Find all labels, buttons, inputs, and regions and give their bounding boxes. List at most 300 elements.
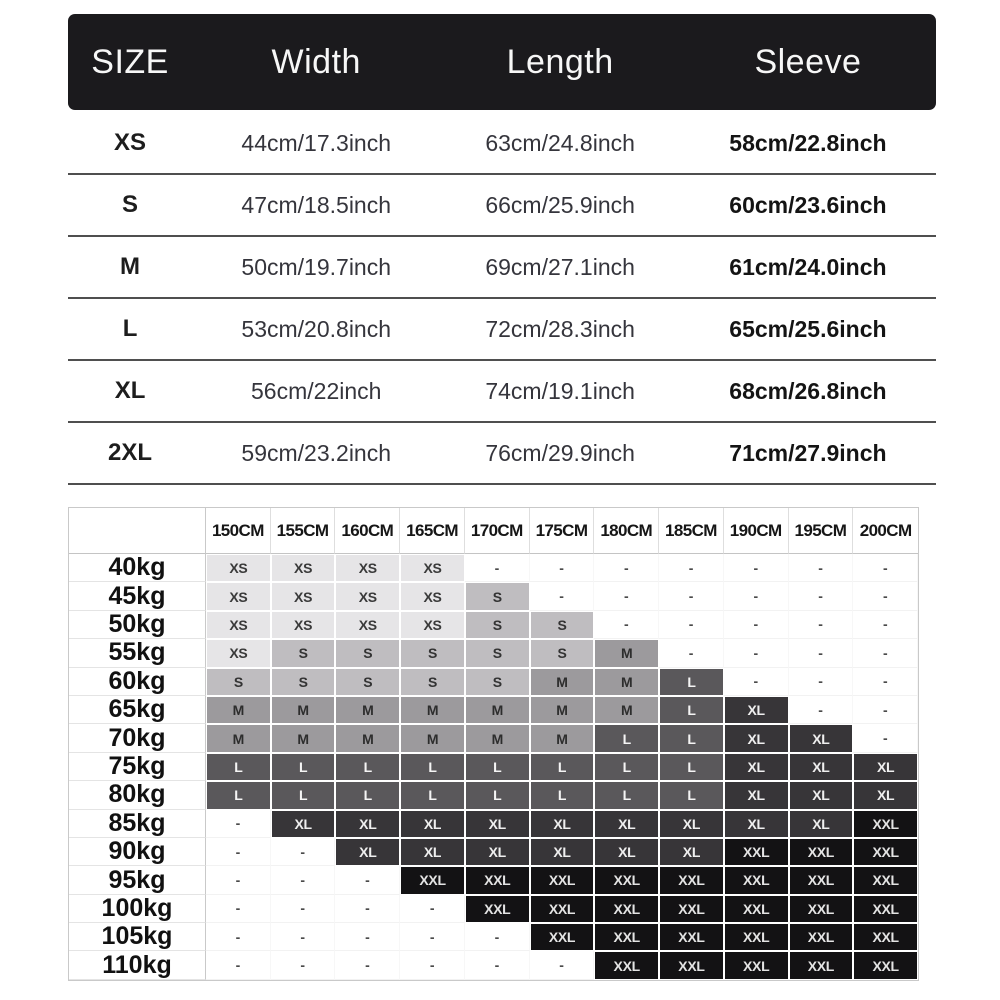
matrix-cell bbox=[530, 724, 595, 752]
matrix-cell bbox=[659, 639, 724, 667]
matrix-cell bbox=[206, 753, 271, 781]
matrix-cell bbox=[853, 753, 918, 781]
recommended-size: XL bbox=[790, 811, 853, 837]
recommended-size: XL bbox=[531, 811, 594, 837]
recommended-size: XXL bbox=[725, 839, 788, 865]
matrix-cell bbox=[271, 554, 336, 582]
matrix-cell bbox=[594, 951, 659, 979]
recommended-size: M bbox=[401, 697, 464, 723]
matrix-cell bbox=[465, 810, 530, 838]
recommended-size: XXL bbox=[790, 839, 853, 865]
recommended-size: XXL bbox=[595, 867, 658, 893]
recommended-size: XL bbox=[790, 725, 853, 751]
no-size-marker: - bbox=[235, 957, 241, 974]
recommended-size: S bbox=[272, 640, 335, 666]
size-row-l bbox=[68, 299, 936, 361]
matrix-cell bbox=[724, 696, 789, 724]
matrix-cell bbox=[206, 639, 271, 667]
matrix-cell bbox=[206, 810, 271, 838]
measurement-table-body bbox=[68, 110, 936, 485]
height-header: 190CM bbox=[724, 508, 789, 554]
recommended-size: XL bbox=[854, 782, 917, 808]
matrix-cell bbox=[530, 781, 595, 809]
matrix-cell bbox=[206, 781, 271, 809]
matrix-cell bbox=[659, 866, 724, 894]
matrix-cell bbox=[789, 696, 854, 724]
recommended-size: M bbox=[336, 725, 399, 751]
recommended-size: M bbox=[207, 725, 270, 751]
no-size-marker: - bbox=[818, 673, 823, 690]
recommended-size: S bbox=[401, 669, 464, 695]
no-size-marker: - bbox=[429, 957, 435, 974]
width-value: 56cm/22inch bbox=[251, 377, 382, 404]
recommended-size: XL bbox=[790, 754, 853, 780]
no-size-marker: - bbox=[300, 900, 305, 917]
matrix-cell bbox=[853, 923, 918, 951]
matrix-cell bbox=[789, 753, 854, 781]
matrix-cell bbox=[465, 866, 530, 894]
recommended-size: XXL bbox=[401, 867, 464, 893]
recommended-size: XXL bbox=[854, 839, 917, 865]
recommended-size: XXL bbox=[660, 896, 723, 922]
size-row-xs bbox=[68, 113, 936, 175]
matrix-cell bbox=[724, 838, 789, 866]
sleeve-value: 71cm/27.9inch bbox=[729, 439, 887, 466]
matrix-cell bbox=[271, 866, 336, 894]
matrix-cell bbox=[335, 696, 400, 724]
size-label: M bbox=[120, 253, 141, 280]
matrix-cell bbox=[465, 611, 530, 639]
height-header: 155CM bbox=[271, 508, 336, 554]
matrix-cell bbox=[789, 923, 854, 951]
matrix-cell bbox=[335, 639, 400, 667]
matrix-cell bbox=[335, 724, 400, 752]
no-size-marker: - bbox=[882, 673, 888, 690]
matrix-cell bbox=[594, 866, 659, 894]
recommended-size: XL bbox=[595, 811, 658, 837]
matrix-cell bbox=[271, 611, 336, 639]
matrix-cell bbox=[465, 895, 530, 923]
matrix-cell bbox=[530, 810, 595, 838]
no-size-marker: - bbox=[300, 957, 305, 974]
recommended-size: L bbox=[207, 754, 270, 780]
recommended-size: XL bbox=[660, 839, 723, 865]
recommended-size: XS bbox=[207, 583, 270, 609]
matrix-cell bbox=[789, 611, 854, 639]
matrix-cell bbox=[594, 639, 659, 667]
weight-label: 85kg bbox=[69, 810, 206, 838]
width-value: 59cm/23.2inch bbox=[241, 439, 392, 466]
recommended-size: XXL bbox=[854, 811, 917, 837]
matrix-cell bbox=[724, 866, 789, 894]
matrix-cell bbox=[853, 582, 918, 610]
weight-label: 60kg bbox=[69, 668, 206, 696]
matrix-cell bbox=[400, 668, 465, 696]
matrix-cell bbox=[206, 866, 271, 894]
matrix-cell bbox=[465, 639, 530, 667]
recommended-size: XL bbox=[725, 754, 788, 780]
column-header-sleeve: Sleeve bbox=[754, 42, 862, 81]
matrix-cell bbox=[400, 696, 465, 724]
matrix-cell bbox=[335, 895, 400, 923]
no-size-marker: - bbox=[882, 701, 888, 718]
height-header: 175CM bbox=[530, 508, 595, 554]
size-label: 2XL bbox=[108, 439, 153, 466]
recommended-size: XXL bbox=[725, 924, 788, 950]
matrix-cell bbox=[206, 582, 271, 610]
matrix-cell bbox=[335, 781, 400, 809]
matrix-cell bbox=[724, 724, 789, 752]
recommended-size: M bbox=[401, 725, 464, 751]
matrix-cell bbox=[530, 838, 595, 866]
measurement-table-header bbox=[68, 14, 936, 110]
matrix-cell bbox=[530, 611, 595, 639]
recommended-size: S bbox=[531, 640, 594, 666]
matrix-cell bbox=[853, 866, 918, 894]
no-size-marker: - bbox=[753, 588, 758, 605]
weight-label: 100kg bbox=[69, 895, 206, 923]
matrix-cell bbox=[206, 696, 271, 724]
height-header: 170CM bbox=[465, 508, 530, 554]
matrix-cell bbox=[400, 951, 465, 979]
recommended-size: XS bbox=[401, 555, 464, 581]
no-size-marker: - bbox=[688, 559, 694, 576]
size-label: S bbox=[122, 191, 139, 218]
matrix-cell bbox=[659, 611, 724, 639]
matrix-cell bbox=[594, 554, 659, 582]
recommended-size: S bbox=[207, 669, 270, 695]
no-size-marker: - bbox=[753, 644, 758, 661]
recommended-size: XS bbox=[401, 583, 464, 609]
recommended-size: M bbox=[531, 697, 594, 723]
no-size-marker: - bbox=[688, 644, 694, 661]
recommended-size: XL bbox=[854, 754, 917, 780]
matrix-cell bbox=[789, 866, 854, 894]
no-size-marker: - bbox=[429, 928, 435, 945]
recommended-size: XXL bbox=[531, 896, 594, 922]
recommended-size: XXL bbox=[595, 924, 658, 950]
matrix-cell bbox=[530, 923, 595, 951]
recommended-size: XXL bbox=[725, 896, 788, 922]
height-header: 185CM bbox=[659, 508, 724, 554]
matrix-cell bbox=[724, 554, 789, 582]
recommended-size: M bbox=[272, 697, 335, 723]
width-value: 47cm/18.5inch bbox=[241, 191, 392, 218]
no-size-marker: - bbox=[365, 928, 370, 945]
matrix-cell bbox=[594, 838, 659, 866]
matrix-cell bbox=[789, 810, 854, 838]
recommended-size: XL bbox=[531, 839, 594, 865]
recommended-size: M bbox=[336, 697, 399, 723]
recommended-size: XL bbox=[336, 839, 399, 865]
matrix-cell bbox=[206, 611, 271, 639]
recommended-size: M bbox=[272, 725, 335, 751]
matrix-cell bbox=[789, 668, 854, 696]
recommended-size: XS bbox=[207, 640, 270, 666]
matrix-cell bbox=[724, 781, 789, 809]
matrix-cell bbox=[400, 724, 465, 752]
matrix-cell bbox=[594, 895, 659, 923]
recommended-size: XL bbox=[725, 782, 788, 808]
matrix-cell bbox=[659, 724, 724, 752]
matrix-cell bbox=[400, 838, 465, 866]
matrix-cell bbox=[853, 639, 918, 667]
matrix-cell bbox=[659, 895, 724, 923]
recommended-size: XL bbox=[725, 697, 788, 723]
no-size-marker: - bbox=[688, 588, 694, 605]
matrix-cell bbox=[271, 724, 336, 752]
matrix-cell bbox=[400, 781, 465, 809]
matrix-cell bbox=[724, 668, 789, 696]
size-row-2xl bbox=[68, 423, 936, 485]
recommended-size: XXL bbox=[854, 867, 917, 893]
recommended-size: L bbox=[401, 754, 464, 780]
recommended-size: XL bbox=[336, 811, 399, 837]
recommended-size: L bbox=[336, 782, 399, 808]
recommended-size: L bbox=[595, 754, 658, 780]
no-size-marker: - bbox=[624, 559, 629, 576]
matrix-cell bbox=[465, 923, 530, 951]
recommended-size: L bbox=[272, 782, 335, 808]
matrix-cell bbox=[853, 838, 918, 866]
matrix-cell bbox=[789, 724, 854, 752]
no-size-marker: - bbox=[624, 588, 629, 605]
weight-label: 45kg bbox=[69, 582, 206, 610]
recommended-size: XS bbox=[336, 555, 399, 581]
size-row-xl bbox=[68, 361, 936, 423]
sleeve-value: 60cm/23.6inch bbox=[729, 191, 887, 218]
matrix-cell bbox=[659, 838, 724, 866]
weight-label: 90kg bbox=[69, 838, 206, 866]
matrix-cell bbox=[594, 611, 659, 639]
matrix-cell bbox=[853, 951, 918, 979]
weight-label: 75kg bbox=[69, 753, 206, 781]
matrix-cell bbox=[659, 753, 724, 781]
no-size-marker: - bbox=[494, 559, 499, 576]
matrix-cell bbox=[789, 582, 854, 610]
recommended-size: M bbox=[207, 697, 270, 723]
recommended-size: XL bbox=[595, 839, 658, 865]
width-value: 53cm/20.8inch bbox=[241, 315, 392, 342]
recommended-size: XL bbox=[401, 839, 464, 865]
matrix-cell bbox=[853, 895, 918, 923]
matrix-cell bbox=[465, 724, 530, 752]
no-size-marker: - bbox=[429, 900, 435, 917]
matrix-cell bbox=[335, 582, 400, 610]
matrix-cell bbox=[724, 753, 789, 781]
matrix-cell bbox=[400, 582, 465, 610]
no-size-marker: - bbox=[235, 843, 241, 860]
measurement-table bbox=[68, 14, 936, 485]
matrix-cell bbox=[335, 611, 400, 639]
no-size-marker: - bbox=[753, 559, 758, 576]
sleeve-value: 58cm/22.8inch bbox=[729, 129, 887, 156]
recommended-size: XXL bbox=[660, 952, 723, 978]
matrix-cell bbox=[271, 668, 336, 696]
recommended-size: S bbox=[466, 640, 529, 666]
size-label: XS bbox=[114, 129, 147, 156]
matrix-cell bbox=[659, 668, 724, 696]
size-label: L bbox=[122, 315, 138, 342]
matrix-cell bbox=[724, 923, 789, 951]
matrix-cell bbox=[206, 923, 271, 951]
weight-label: 55kg bbox=[69, 639, 206, 667]
matrix-cell bbox=[465, 554, 530, 582]
matrix-cell bbox=[465, 838, 530, 866]
matrix-cell bbox=[206, 895, 271, 923]
matrix-cell bbox=[206, 838, 271, 866]
no-size-marker: - bbox=[235, 871, 241, 888]
recommended-size: XS bbox=[207, 555, 270, 581]
matrix-cell bbox=[853, 696, 918, 724]
recommended-size: L bbox=[660, 697, 723, 723]
recommended-size: M bbox=[595, 697, 658, 723]
matrix-cell bbox=[789, 554, 854, 582]
no-size-marker: - bbox=[300, 871, 305, 888]
matrix-cell bbox=[789, 951, 854, 979]
column-header-size: SIZE bbox=[91, 42, 169, 81]
matrix-cell bbox=[271, 951, 336, 979]
no-size-marker: - bbox=[882, 588, 888, 605]
height-header: 160CM bbox=[335, 508, 400, 554]
recommended-size: L bbox=[595, 782, 658, 808]
matrix-cell bbox=[789, 781, 854, 809]
matrix-cell bbox=[400, 639, 465, 667]
matrix-cell bbox=[724, 951, 789, 979]
recommended-size: XS bbox=[272, 555, 335, 581]
recommended-size: XL bbox=[401, 811, 464, 837]
recommended-size: S bbox=[466, 669, 529, 695]
matrix-cell bbox=[335, 923, 400, 951]
no-size-marker: - bbox=[300, 928, 305, 945]
recommended-size: XXL bbox=[466, 867, 529, 893]
matrix-cell bbox=[335, 838, 400, 866]
recommended-size: XXL bbox=[531, 924, 594, 950]
recommended-size: XS bbox=[207, 612, 270, 638]
matrix-cell bbox=[206, 668, 271, 696]
recommended-size: XXL bbox=[725, 952, 788, 978]
no-size-marker: - bbox=[818, 616, 823, 633]
no-size-marker: - bbox=[235, 900, 241, 917]
matrix-cell bbox=[594, 753, 659, 781]
matrix-cell bbox=[335, 810, 400, 838]
recommended-size: L bbox=[660, 782, 723, 808]
recommended-size: XXL bbox=[660, 924, 723, 950]
matrix-cell bbox=[465, 696, 530, 724]
length-value: 74cm/19.1inch bbox=[485, 377, 635, 404]
recommended-size: XS bbox=[336, 583, 399, 609]
height-header: 180CM bbox=[594, 508, 659, 554]
no-size-marker: - bbox=[300, 843, 305, 860]
height-header: 195CM bbox=[789, 508, 854, 554]
weight-label: 80kg bbox=[69, 781, 206, 809]
recommended-size: L bbox=[466, 754, 529, 780]
matrix-cell bbox=[271, 582, 336, 610]
matrix-cell bbox=[335, 753, 400, 781]
matrix-cell bbox=[530, 753, 595, 781]
matrix-cell bbox=[530, 866, 595, 894]
matrix-cell bbox=[724, 895, 789, 923]
matrix-cell bbox=[400, 554, 465, 582]
matrix-cell bbox=[594, 810, 659, 838]
matrix-cell bbox=[724, 611, 789, 639]
matrix-cell bbox=[271, 696, 336, 724]
recommended-size: XXL bbox=[595, 896, 658, 922]
no-size-marker: - bbox=[818, 644, 823, 661]
recommended-size: S bbox=[466, 612, 529, 638]
weight-label: 110kg bbox=[69, 951, 206, 979]
recommended-size: XXL bbox=[854, 952, 917, 978]
no-size-marker: - bbox=[818, 559, 823, 576]
matrix-cell bbox=[271, 838, 336, 866]
no-size-marker: - bbox=[365, 900, 370, 917]
recommended-size: XXL bbox=[531, 867, 594, 893]
matrix-cell bbox=[853, 724, 918, 752]
matrix-cell bbox=[400, 810, 465, 838]
matrix-cell bbox=[400, 866, 465, 894]
matrix-cell bbox=[400, 895, 465, 923]
recommended-size: M bbox=[595, 640, 658, 666]
matrix-cell bbox=[853, 554, 918, 582]
matrix-cell bbox=[335, 668, 400, 696]
matrix-cell bbox=[853, 810, 918, 838]
height-header: 165CM bbox=[400, 508, 465, 554]
matrix-cell bbox=[465, 753, 530, 781]
recommended-size: XXL bbox=[854, 924, 917, 950]
recommended-size: XXL bbox=[790, 867, 853, 893]
no-size-marker: - bbox=[235, 815, 241, 832]
no-size-marker: - bbox=[559, 559, 564, 576]
weight-label: 40kg bbox=[69, 554, 206, 582]
no-size-marker: - bbox=[559, 588, 564, 605]
recommended-size: XS bbox=[272, 612, 335, 638]
recommended-size: XXL bbox=[790, 896, 853, 922]
recommended-size: M bbox=[531, 725, 594, 751]
matrix-cell bbox=[724, 810, 789, 838]
matrix-cell bbox=[335, 951, 400, 979]
recommended-size: M bbox=[466, 725, 529, 751]
matrix-cell bbox=[724, 582, 789, 610]
no-size-marker: - bbox=[882, 730, 888, 747]
height-weight-matrix bbox=[68, 507, 919, 981]
matrix-cell bbox=[724, 639, 789, 667]
matrix-cell bbox=[853, 668, 918, 696]
matrix-cell bbox=[594, 668, 659, 696]
recommended-size: L bbox=[531, 782, 594, 808]
column-header-width: Width bbox=[271, 42, 361, 81]
matrix-cell bbox=[271, 895, 336, 923]
matrix-cell bbox=[530, 582, 595, 610]
recommended-size: XL bbox=[272, 811, 335, 837]
matrix-cell bbox=[465, 951, 530, 979]
matrix-cell bbox=[206, 951, 271, 979]
recommended-size: L bbox=[466, 782, 529, 808]
recommended-size: L bbox=[660, 754, 723, 780]
weight-label: 65kg bbox=[69, 696, 206, 724]
no-size-marker: - bbox=[559, 957, 564, 974]
no-size-marker: - bbox=[882, 644, 888, 661]
width-value: 44cm/17.3inch bbox=[241, 129, 392, 156]
weight-label: 50kg bbox=[69, 611, 206, 639]
matrix-cell bbox=[789, 895, 854, 923]
no-size-marker: - bbox=[882, 559, 888, 576]
no-size-marker: - bbox=[624, 616, 629, 633]
recommended-size: XL bbox=[790, 782, 853, 808]
matrix-cell bbox=[659, 696, 724, 724]
no-size-marker: - bbox=[688, 616, 694, 633]
no-size-marker: - bbox=[365, 871, 370, 888]
matrix-cell bbox=[659, 951, 724, 979]
